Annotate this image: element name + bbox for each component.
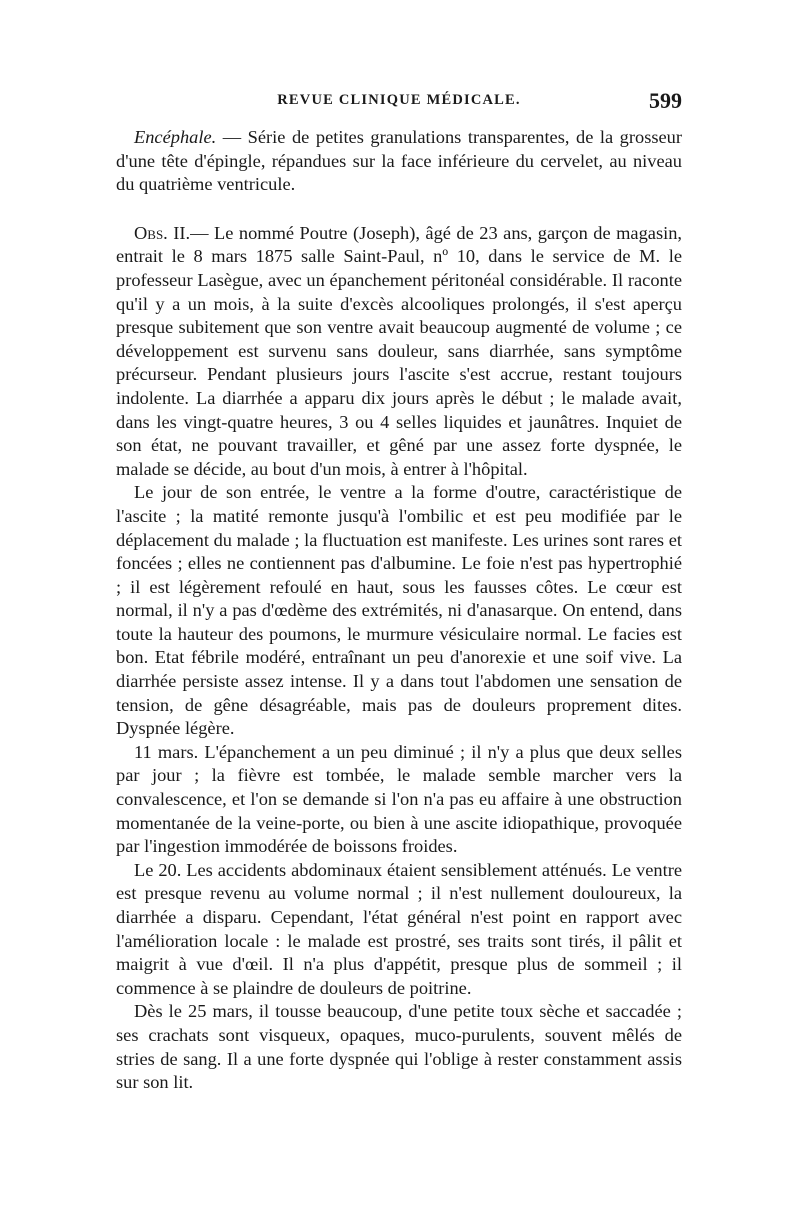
paragraph-11-mars — [116, 741, 682, 859]
paragraph-25-mars — [116, 1000, 682, 1094]
paragraph-text: — Série de petites granulations transparentes, de la grosseur d'une tête d'épingle, répandues sur la face inférieure du cervelet, au niveau du quatrième ventricule. — [116, 127, 682, 195]
paragraph-text: Le jour de son entrée, le ventre a la forme d'outre, caractéristique de l'ascite ; la matité remonte jusqu'à l'ombilic et est peu modifiée par le déplacement du malade ; la fluctuation est manifeste. Les urines sont rares et foncées ; elles ne contiennent pas d'albumine. Le foie n'est pas hypertrophié ; il est légèrement refoulé en haut, sous les fausses côtes. Le cœur est normal, il n'y a pas d'œdème des extrémités, ni d'anasarque. On entend, dans toute la hauteur des poumons, le murmure vésiculaire normal. Le facies est bon. Etat fébrile modéré, entraînant un peu d'anorexie et une soif vive. La diarrhée persiste assez intense. Il y a dans tout l'abdomen une sensation de tension, de gêne désagréable, mais pas de douleurs proprement dites. Dyspnée légère. — [116, 482, 682, 739]
body-text — [116, 126, 682, 1095]
document-page — [116, 88, 682, 1095]
observation-label: Obs. II. — [134, 222, 191, 243]
paragraph-text: 11 mars. L'épanchement a un peu diminué ; il n'y a plus que deux selles par jour ; la fièvre est tombée, le malade semble marcher vers la convalescence, et l'on se demande si l'on n'a pas eu affaire à une obstruction momentanée de la veine-porte, ou bien à une ascite idiopathique, provoquée par l'ingestion immodérée de boissons froides. — [116, 741, 682, 857]
paragraph-text: Le 20. Les accidents abdominaux étaient sensiblement atténués. Le ventre est presque revenu au volume normal ; il n'est nullement douloureux, la diarrhée a disparu. Cependant, l'état général n'est point en rapport avec l'amélioration locale : le malade est prostré, ses traits sont tirés, il pâlit et maigrit à vue d'œil. Il n'a plus d'appétit, presque plus de sommeil ; il commence à se plaindre de douleurs de poitrine. — [116, 859, 682, 998]
section-lead-encephale: Encéphale. — [134, 127, 217, 147]
running-title: REVUE CLINIQUE MÉDICALE. — [277, 92, 521, 108]
paragraph-le-20 — [116, 859, 682, 1001]
paragraph-encephale — [116, 126, 682, 197]
paragraph-observation-2 — [116, 222, 682, 482]
running-header — [116, 88, 682, 122]
paragraph-text: — Le nommé Poutre (Joseph), âgé de 23 ans, garçon de magasin, entrait le 8 mars 1875 salle Saint-Paul, nº 10, dans le service de M. le professeur Lasègue, avec un épanchement péritonéal considérable. Il raconte qu'il y a un mois, à la suite d'excès alcooliques prolongés, il s'est aperçu presque subitement que son ventre avait beaucoup augmenté de volume ; ce développement est survenu sans douleur, sans diarrhée, sans symptôme précurseur. Pendant plusieurs jours l'ascite s'est accrue, restant toujours indolente. La diarrhée a apparu dix jours après le début ; le malade avait, dans les vingt-quatre heures, 3 ou 4 selles liquides et jaunâtres. Inquiet de son état, ne pouvant travailler, et gêné par une assez forte dyspnée, le malade se décide, au bout d'un mois, à entrer à l'hôpital. — [116, 222, 683, 479]
paragraph-text: Dès le 25 mars, il tousse beaucoup, d'une petite toux sèche et saccadée ; ses crachats sont visqueux, opaques, muco-purulents, souvent mêlés de stries de sang. Il a une forte dyspnée qui l'oblige à rester constamment assis sur son lit. — [116, 1001, 682, 1093]
page-number: 599 — [649, 88, 682, 113]
paragraph-admission — [116, 481, 682, 741]
